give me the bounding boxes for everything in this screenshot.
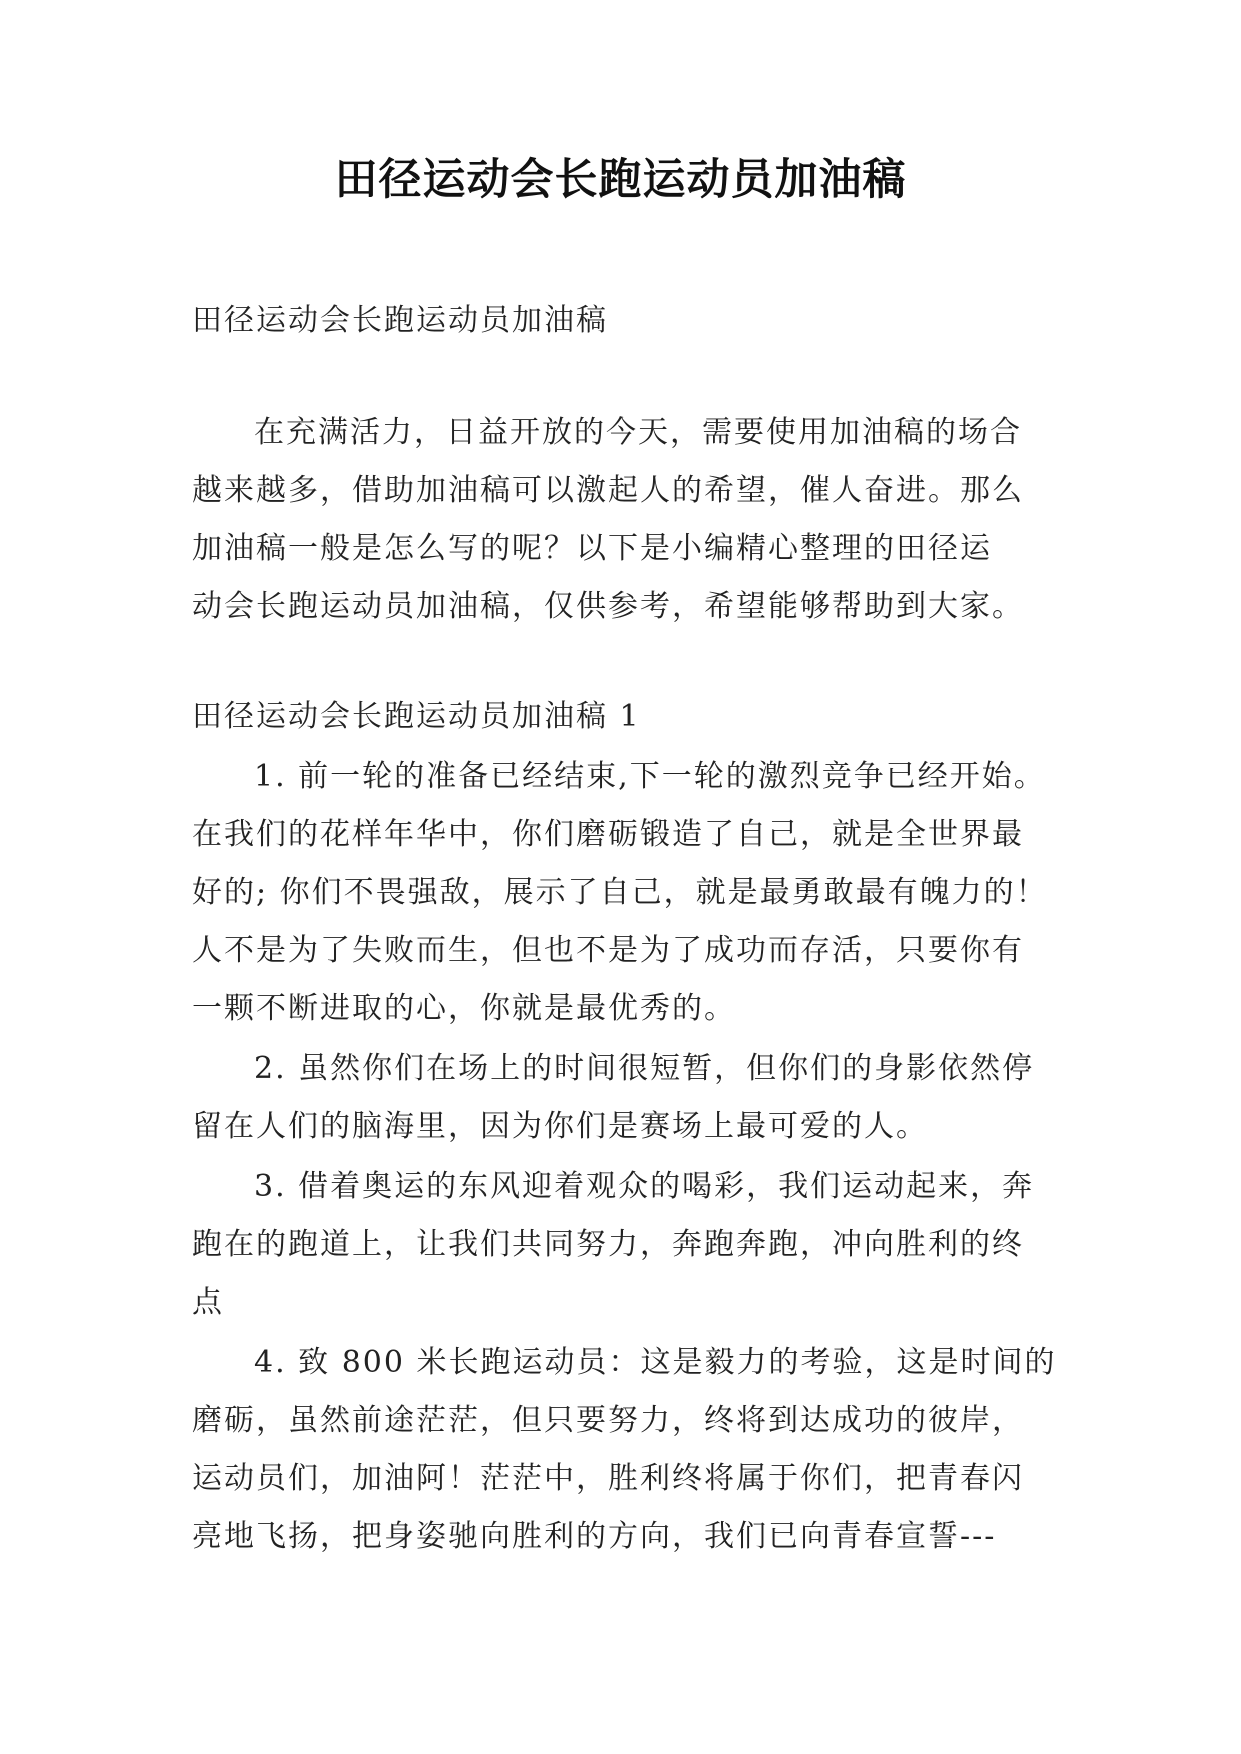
document-title: 田径运动会长跑运动员加油稿 [334,155,907,205]
list-item: 1. 前一轮的准备已经结束,下一轮的激烈竞争已经开始。 在我们的花样年华中，你们磨砺锻造了自己，就是全世界最 好的; 你们不畏强敌，展示了自己，就是最勇敢最有魄力的！ 人不是为了失败而生，但也不是为了成功而存活，只要你有 一颗不断进取的心，你就是最优秀的。 [192,759,1048,1026]
list-item: 2. 虽然你们在场上的时间很短暂，但你们的身影依然停 留在人们的脑海里，因为你们是赛场上最可爱的人。 [192,1051,1035,1144]
intro-paragraph: 在充满活力，日益开放的今天，需要使用加油稿的场合 越来越多，借助加油稿可以激起人的希望，催人奋进。那么 加油稿一般是怎么写的呢？以下是小编精心整理的田径运 动会长跑运动员加油稿，仅供参考，希望能够帮助到大家。 [192,415,1024,624]
list-item: 4. 致 800 米长跑运动员：这是毅力的考验，这是时间的 磨砺，虽然前途茫茫，但只要努力，终将到达成功的彼岸， 运动员们，加油阿！茫茫中，胜利终将属于你们，把青春闪 亮地飞扬，把身姿驰向胜利的方向，我们已向青春宣誓--- [192,1345,1057,1554]
list-item: 3. 借着奥运的东风迎着观众的喝彩，我们运动起来，奔 跑在的跑道上，让我们共同努力，奔跑奔跑，冲向胜利的终 点 [192,1169,1035,1320]
document-body [192,292,1072,1566]
section-heading: 田径运动会长跑运动员加油稿 1 [192,699,641,734]
document-subtitle: 田径运动会长跑运动员加油稿 [192,303,608,338]
